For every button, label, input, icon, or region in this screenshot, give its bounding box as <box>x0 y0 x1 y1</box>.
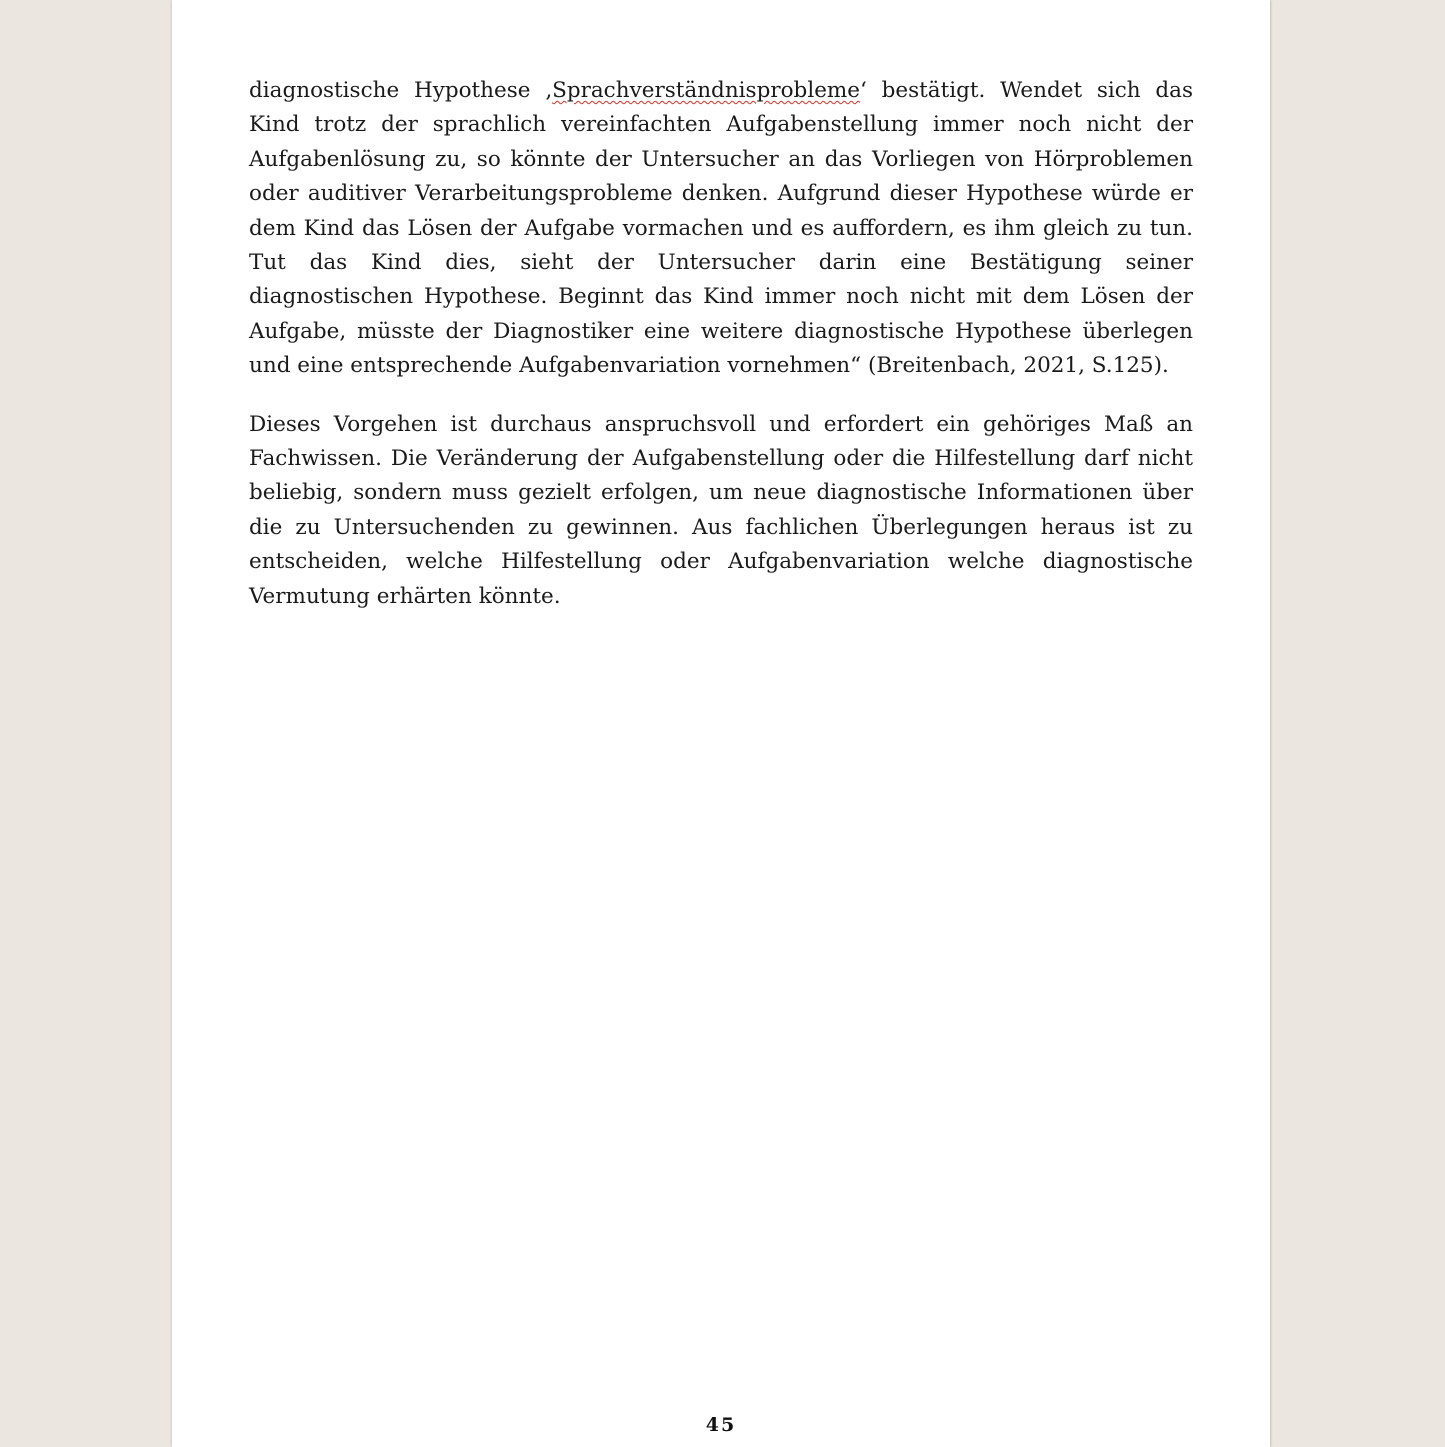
misspelled-word[interactable]: Sprachverständnisprobleme <box>552 78 861 103</box>
paragraph-2[interactable]: Dieses Vorgehen ist durchaus anspruchsvoll und erfordert ein gehöriges Maß an Fachwissen. Die Veränderung der Aufgabenstellung oder die Hilfestellung darf nicht beliebig, sondern muss gezielt erfolgen, um neue diagnostische Informationen über die zu Untersuchenden zu gewinnen. Aus fachlichen Überlegungen heraus ist zu entscheiden, welche Hilfestellung oder Aufgabenvariation welche diagnostische Vermutung erhärten könnte. <box>249 411 1193 609</box>
page-number: 45 <box>705 1414 737 1436</box>
paragraph-quote-continuation[interactable] <box>249 74 1193 384</box>
paragraph-1-lead: diagnostische Hypothese ‚ <box>249 78 553 103</box>
document-page[interactable] <box>172 0 1270 1447</box>
paragraph-1-rest: ‘ bestätigt. Wendet sich das Kind trotz der sprachlich vereinfachten Aufgabenstellung immer noch nicht der Aufgabenlösung zu, so könnte der Untersucher an das Vorliegen von Hörproblemen oder auditiver Verarbeitungsprobleme denken. Aufgrund dieser Hypothese würde er dem Kind das Lösen der Aufgabe vormachen und es auffordern, es ihm gleich zu tun. Tut das Kind dies, sieht der Untersucher darin eine Bestätigung seiner diagnostischen Hypothese. Beginnt das Kind immer noch nicht mit dem Lösen der Aufgabe, müsste der Diagnostiker eine weitere diagnostische Hypothese überlegen und eine entsprechende Aufgabenvariation vornehmen“ (Breitenbach, 2021, S.125). <box>249 78 1194 379</box>
document-body[interactable] <box>249 74 1193 614</box>
